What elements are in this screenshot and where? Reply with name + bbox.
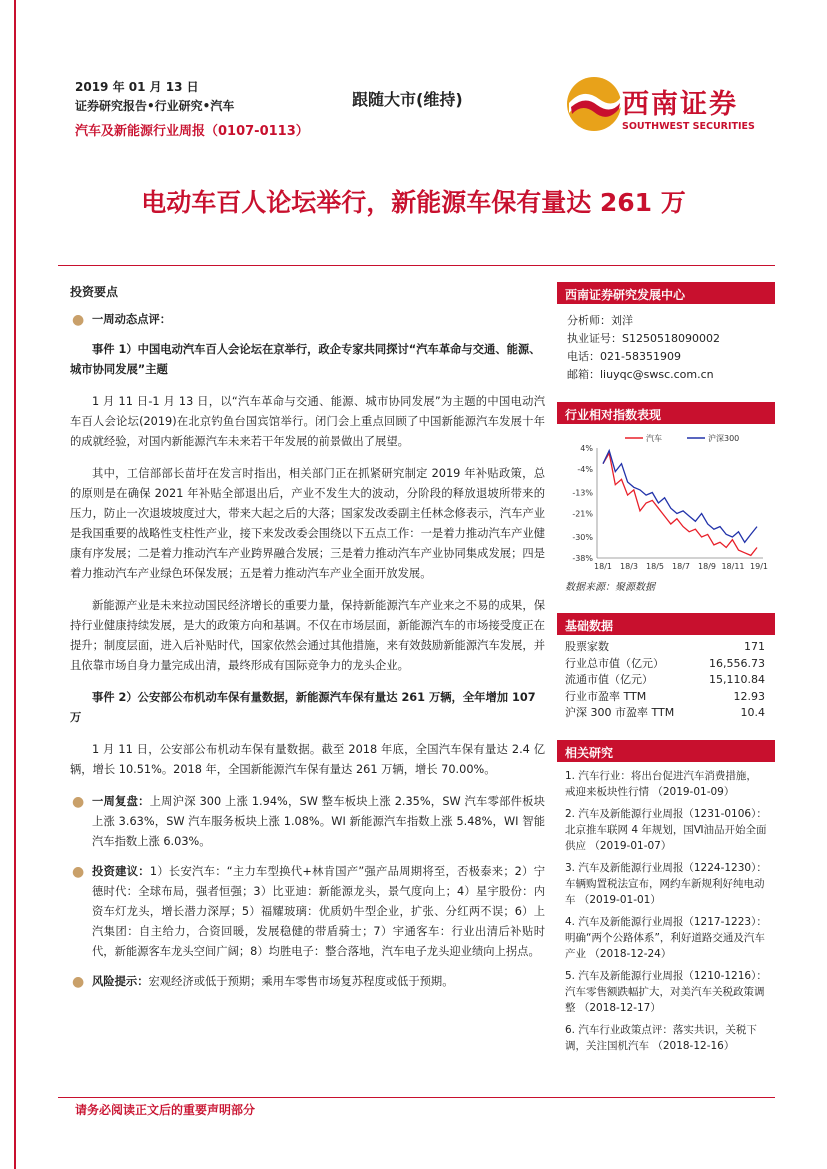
basic-data-row — [557, 639, 775, 656]
bullet-risk — [70, 972, 545, 992]
related-research-item[interactable]: 1. 汽车行业：将出台促进汽车消费措施，戒迎来板块性行情 （2019-01-09） — [565, 769, 757, 798]
sidebar — [557, 282, 775, 1054]
basic-data-table — [557, 639, 775, 722]
chart-x-tick-label: 19/1 — [750, 562, 768, 571]
basic-data-value: 15,110.84 — [709, 673, 765, 686]
basic-data-row — [557, 689, 775, 706]
chart-x-tick-label: 18/9 — [698, 562, 716, 571]
chart-legend-label: 汽车 — [646, 434, 662, 443]
basic-data-row — [557, 672, 775, 689]
bullet-icon: ● — [72, 794, 85, 810]
chart-y-tick-label: -4% — [577, 464, 593, 474]
bullet-weekly-review — [70, 310, 545, 330]
bullet-text: 上周沪深 300 上涨 1.94%，SW 整车板块上涨 2.35%，SW 汽车零部件板块上涨 3.63%，SW 汽车服务板块上涨 1.08%。WI 新能源汽车指数上涨 5.48%，WI 智能汽车指数上涨 6.03%。 — [92, 795, 545, 848]
basic-data-key: 沪深 300 市盈率 TTM — [565, 706, 675, 719]
basic-data-key: 行业市盈率 TTM — [565, 689, 647, 703]
bullet-label: 投资建议： — [92, 865, 150, 878]
chart-series-line — [603, 453, 757, 555]
basic-data-value: 171 — [744, 640, 765, 653]
footer-disclaimer: 请务必阅读正文后的重要声明部分 — [75, 1103, 256, 1117]
paragraph: 1 月 11 日，公安部公布机动车保有量数据。截至 2018 年底，全国汽车保有量达 2.4 亿辆，增长 10.51%。2018 年，全国新能源汽车保有量达 261 万辆，增长 70.00%。 — [70, 743, 545, 776]
bullet-text: 1）长安汽车：“主力车型换代+林肯国产”强产品周期将至，否极泰来；2）宁德时代：全球布局，强者恒强；3）比亚迪：新能源龙头，景气度向上；4）星宇股份：内资车灯龙头，增长潜力深厚；5）福耀玻璃：优质奶牛型企业，扩张、分红两不误；6）上汽集团：自主给力，合资回暖，发展稳健的带盾骑士；7）宇通客车：行业出清后补贴时代，新能源客车龙头空间广阔；8）均胜电子：整合落地，汽车电子龙头迎业绩向上拐点。 — [92, 865, 545, 958]
bullet-investment-advice — [70, 862, 545, 962]
analyst-name: 分析师：刘洋 — [567, 314, 633, 327]
bullet-text: 宏观经济或低于预期；乘用车零售市场复苏程度或低于预期。 — [148, 975, 454, 988]
relative-index-chart — [557, 428, 775, 576]
related-research-item[interactable]: 4. 汽车及新能源行业周报（1217-1223）：明确“两个公路体系”，利好道路交通及汽车产业 （2018-12-24） — [565, 915, 767, 960]
paragraph: 新能源产业是未来拉动国民经济增长的重要力量，保持新能源汽车产业来之不易的成果，保持行业健康持续发展，是大的政策方向和基调。不仅在市场层面，新能源汽车的市场接受度正在提升；制度层面，进入后补贴时代，国家依然会通过其他措施，来有效鼓励新能源汽车发展，并且依靠市场自身力量完成出清，最终形成有国际竞争力的龙头企业。 — [70, 599, 545, 672]
basic-data-value: 12.93 — [733, 689, 765, 703]
bullet-icon: ● — [72, 864, 85, 880]
report-series: 汽车及新能源行业周报（0107-0113） — [75, 124, 309, 139]
report-date: 2019 年 01 月 13 日 — [75, 80, 199, 94]
chart-x-tick-label: 18/7 — [672, 562, 690, 571]
chart-series-line — [603, 451, 757, 543]
bullet-label: 风险提示： — [92, 975, 149, 988]
bullet-market-review — [70, 792, 545, 852]
bullet-icon: ● — [72, 974, 85, 990]
basic-data-row — [557, 656, 775, 673]
report-type: 证券研究报告•行业研究•汽车 — [75, 99, 235, 113]
analyst-email: 邮箱：liuyqc@swsc.com.cn — [567, 368, 714, 381]
title-divider — [58, 265, 775, 266]
left-margin-line — [14, 0, 16, 1169]
analyst-license: 执业证号：S1250518090002 — [567, 332, 720, 345]
chart-x-tick-label: 18/1 — [594, 562, 612, 571]
chart-x-tick-label: 18/5 — [646, 562, 664, 571]
basic-data-value: 10.4 — [740, 706, 765, 719]
chart-x-tick-label: 18/11 — [721, 562, 745, 571]
chart-source: 数据来源：聚源数据 — [565, 582, 655, 593]
analyst-contact — [557, 312, 775, 384]
sidebar-index-title: 行业相对指数表现 — [557, 402, 775, 424]
analyst-phone: 电话：021-58351909 — [567, 350, 681, 363]
bullet-icon: ● — [72, 312, 85, 328]
related-research-item[interactable]: 2. 汽车及新能源行业周报（1231-0106）：北京推车联网 4 年规划，国Ⅵ油品开始全面供应 （2019-01-07） — [565, 807, 767, 852]
basic-data-key: 行业总市值（亿元） — [565, 656, 664, 670]
rating: 跟随大市(维持) — [352, 90, 463, 109]
bullet-label: 一周复盘： — [92, 795, 150, 808]
related-research-item[interactable]: 5. 汽车及新能源行业周报（1210-1216）：汽车零售额跌幅扩大，对美汽车关税政策调整 （2018-12-17） — [565, 969, 767, 1014]
logo-chinese-name: 西南证券 — [622, 89, 738, 120]
chart-y-tick-label: -21% — [572, 509, 593, 519]
chart-y-tick-label: -38% — [572, 554, 593, 563]
report-title: 电动车百人论坛举行，新能源车保有量达 261 万 — [141, 188, 686, 217]
paragraph: 1 月 11 日-1 月 13 日，以“汽车革命与交通、能源、城市协同发展”为主题的中国电动汽车百人会论坛(2019)在北京钓鱼台国宾馆举行。闭门会上重点回顾了中国新能源汽车发展十年的成就经验，对国内新能源汽车未来若干年发展的前景做出了展望。 — [70, 395, 545, 448]
related-research-item[interactable]: 6. 汽车行业政策点评：落实共识，关税下调，关注国机汽车 （2018-12-16） — [565, 1023, 757, 1052]
main-column — [70, 282, 545, 1002]
section-heading: 投资要点 — [70, 285, 119, 299]
sidebar-related-title: 相关研究 — [557, 740, 775, 762]
related-research-list — [557, 762, 775, 1054]
sidebar-basic-title: 基础数据 — [557, 613, 775, 635]
chart-x-tick-label: 18/3 — [620, 562, 638, 571]
logo-english-name: SOUTHWEST SECURITIES — [622, 121, 755, 132]
event-1-heading: 事件 1）中国电动汽车百人会论坛在京举行，政企专家共同探讨“汽车革命与交通、能源、城市协同发展”主题 — [70, 343, 541, 376]
basic-data-value: 16,556.73 — [709, 656, 765, 670]
bullet-label: 一周动态点评： — [92, 313, 172, 326]
event-2-heading: 事件 2）公安部公布机动车保有量数据，新能源汽车保有量达 261 万辆，全年增加 107 万 — [70, 691, 536, 724]
related-research-item[interactable]: 3. 汽车及新能源行业周报（1224-1230）：车辆购置税法宣布，网约车新规利好纯电动车 （2019-01-01） — [565, 861, 767, 906]
basic-data-key: 流通市值（亿元） — [565, 673, 653, 686]
paragraph: 其中，工信部部长苗圩在发言时指出，相关部门正在抓紧研究制定 2019 年补贴政策，总的原则是在确保 2021 年补贴全部退出后，产业不发生大的波动，分阶段的释放退坡所带来的压力，防止一次退坡坡度过大，带来大起之后的大落；国家发改委副主任林念修表示，汽车产业是我国重要的战略性支柱性产业，接下来发改委会围绕以下五点工作：一是着力推动汽车产业健康有序发展；二是着力推动汽车产业跨界融合发展；三是着力推动汽车产业协同集成发展；四是着力推动汽车产业绿色环保发展；五是着力推动汽车产业全面开放发展。 — [70, 467, 545, 580]
chart-y-tick-label: 4% — [580, 444, 593, 453]
footer-divider — [58, 1097, 775, 1098]
sidebar-research-center: 西南证券研究发展中心 — [557, 282, 775, 304]
chart-legend-label: 沪深300 — [708, 434, 740, 443]
chart-y-tick-label: -30% — [572, 533, 593, 543]
basic-data-key: 股票家数 — [565, 640, 609, 653]
basic-data-row — [557, 705, 775, 722]
chart-y-tick-label: -13% — [572, 488, 593, 498]
